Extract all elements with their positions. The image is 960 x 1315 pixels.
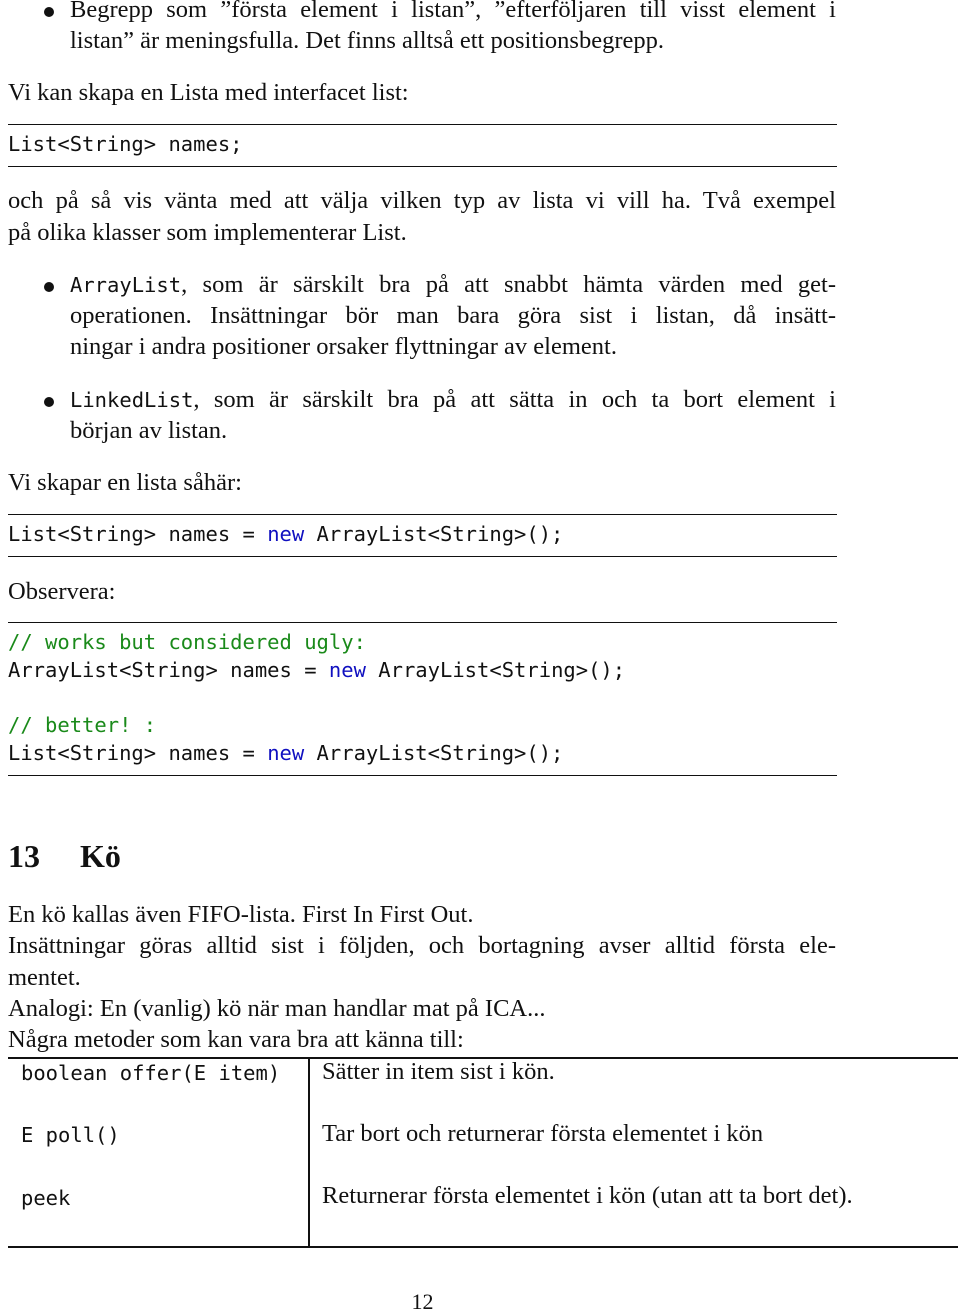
code-keyword: new (328, 658, 366, 682)
table-cell-signature: boolean offer(E item) (21, 1061, 281, 1085)
bullet-dot (44, 7, 54, 17)
code-comment: // works but considered ugly: (8, 630, 366, 654)
bullet-text: , som är särskilt bra på att sätta in och ta bort element i (193, 386, 836, 413)
paragraph-create: Vi skapar en lista såhär: (8, 469, 242, 496)
code-rule-top (8, 124, 837, 125)
bullet-text-line: Begrepp som ”första element i listan”, ”efterföljaren till visst element i (70, 0, 836, 23)
code-rule-top (8, 622, 837, 623)
table-cell-description: Tar bort och returnerar första elementet i kön (322, 1120, 764, 1147)
paragraph-observe: Observera: (8, 578, 116, 605)
paragraph-line: och på så vis vänta med att välja vilken typ av lista vi vill ha. Två exempel (8, 187, 836, 214)
code-text: List<String> names = (8, 522, 268, 546)
table-cell-signature: peek (21, 1186, 71, 1210)
section-number: 13 (8, 838, 40, 874)
paragraph-line: Några metoder som kan vara bra att känna till: (8, 1026, 464, 1053)
table-cell-description: Sätter in item sist i kön. (322, 1058, 555, 1085)
paragraph-line: En kö kallas även FIFO-lista. First In First Out. (8, 901, 474, 928)
bullet-text-line: början av listan. (70, 417, 228, 444)
code-text: ArrayList<String>(); (304, 522, 564, 546)
code-text: List<String> names = (8, 741, 268, 765)
code-rule-top (8, 514, 837, 515)
code-text: ArrayList<String>(); (365, 658, 626, 682)
bullet-arraylist-line1 (70, 271, 836, 299)
code-term-arraylist: ArrayList (70, 273, 182, 297)
page-number: 12 (411, 1289, 434, 1314)
table-cell-signature: E poll() (21, 1123, 120, 1147)
code-text: ArrayList<String> names = (8, 658, 329, 682)
bullet-dot (44, 397, 54, 407)
paragraph-interface: Vi kan skapa en Lista med interfacet list: (8, 79, 409, 106)
code-comment: // better! : (8, 713, 157, 737)
code-keyword: new (267, 522, 305, 546)
code-line (8, 741, 563, 765)
code-line (8, 522, 563, 546)
paragraph-line: Analogi: En (vanlig) kö när man handlar mat på ICA... (8, 995, 546, 1022)
code-keyword: new (267, 741, 305, 765)
table-cell-description: Returnerar första elementet i kön (utan att ta bort det). (322, 1182, 853, 1209)
paragraph-line: Insättningar göras alltid sist i följden, och bortagning avser alltid första ele- (8, 932, 836, 959)
paragraph-line: mentet. (8, 964, 81, 991)
code-text: ArrayList<String>(); (304, 741, 564, 765)
code-rule-bottom (8, 775, 837, 776)
paragraph-line: på olika klasser som implementerar List. (8, 219, 407, 246)
code-term-linkedlist: LinkedList (70, 388, 194, 412)
bullet-text-line: operationen. Insättningar bör man bara göra sist i listan, då insätt- (70, 302, 836, 329)
bullet-dot (44, 282, 54, 292)
code-line: List<String> names; (8, 132, 243, 156)
bullet-text: , som är särskilt bra på att snabbt hämta värden med get- (181, 271, 836, 298)
bullet-linkedlist-line1 (70, 386, 836, 414)
bullet-text-line: ningar i andra positioner orsaker flyttningar av element. (70, 333, 617, 360)
table-rule-bottom (8, 1246, 958, 1248)
bullet-text-line: listan” är meningsfulla. Det finns alltså ett positionsbegrepp. (70, 27, 664, 54)
code-rule-bottom (8, 556, 837, 557)
code-line (8, 658, 625, 682)
code-rule-bottom (8, 166, 837, 167)
table-column-divider (308, 1057, 310, 1247)
section-title: Kö (80, 838, 121, 874)
